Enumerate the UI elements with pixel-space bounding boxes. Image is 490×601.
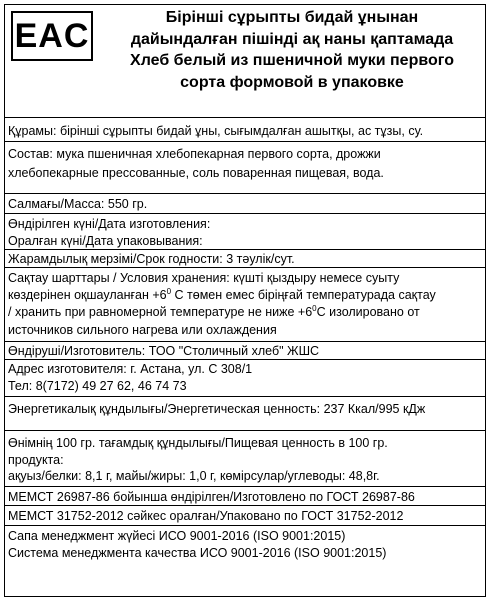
- quality-line-1: Сапа менеджмент жүйесі ИСО 9001-2016 (ISO 9001:2015): [8, 529, 346, 543]
- product-title: [101, 7, 483, 93]
- manufacturer-text: Өндіруші/Изготовитель: ТОО "Столичный хлеб" ЖШС: [8, 344, 320, 358]
- dates-row: [5, 214, 485, 250]
- nutrition-line-1: Өнімнің 100 гр. тағамдық құндылығы/Пищевая ценность в 100 гр.: [8, 436, 388, 450]
- composition-kz: Құрамы: бірінші сұрыпты бидай ұны, сығымдалған ашытқы, ас тұзы, су.: [8, 124, 424, 138]
- composition-kz-row: [5, 118, 485, 142]
- quality-row: [5, 526, 485, 566]
- nutrition-row: [5, 431, 485, 487]
- storage-line-3: / хранить при равномерной температуре не ниже $+6^0С$ изолировано от: [8, 304, 420, 320]
- nutrition-line-3: ақуыз/белки: 8,1 г, майы/жиры: 1,0 г, көмірсулар/углеводы: 48,8г.: [8, 469, 380, 484]
- packed-date-label: Оралған күні/Дата упаковывания:: [8, 233, 203, 248]
- eac-mark: EAC: [11, 11, 93, 61]
- gost-made-text: МЕМСТ 26987-86 бойынша өндірілген/Изготовлено по ГОСТ 26987-86: [8, 490, 415, 504]
- title-ru-line-1: Хлеб белый из пшеничной муки первого: [130, 52, 454, 69]
- gost-packed-row: [5, 506, 485, 526]
- composition-ru-line-1: Состав: мука пшеничная хлебопекарная первого сорта, дрожжи: [8, 147, 381, 161]
- product-label: [4, 4, 486, 597]
- composition-ru-line-2: хлебопекарные прессованные, соль поваренная пищевая, вода.: [8, 165, 384, 180]
- label-header: [5, 5, 485, 118]
- manufactured-date-label: Өндірілген күні/Дата изготовления:: [8, 217, 211, 231]
- address-text: Адрес изготовителя: г. Астана, ул. С 308/1: [8, 362, 253, 376]
- title-ru-line-2: сорта формовой в упаковке: [180, 73, 404, 91]
- label-rows: [5, 118, 485, 566]
- energy-row: [5, 397, 485, 431]
- energy-text: Энергетикалық құндылығы/Энергетическая ценность: 237 Ккал/995 кДж: [8, 402, 426, 416]
- mass-row: [5, 194, 485, 214]
- gost-made-row: [5, 487, 485, 506]
- mass-text: Салмағы/Масса: 550 гр.: [8, 197, 148, 211]
- storage-line-1: Сақтау шарттары / Условия хранения: күшті қыздыру немесе суыту: [8, 271, 400, 285]
- shelf-life-row: [5, 250, 485, 268]
- storage-line-2: көздерінен оқшауланған $+6^0$ С төмен емес біріңғай температурада сақтау: [8, 287, 436, 303]
- gost-packed-text: МЕМСТ 31752-2012 сәйкес оралған/Упаковано по ГОСТ 31752-2012: [8, 509, 404, 523]
- storage-row: [5, 268, 485, 342]
- title-kz-line-1: Бірінші сұрыпты бидай ұнынан: [165, 9, 419, 26]
- address-row: [5, 360, 485, 397]
- nutrition-line-2: продукта:: [8, 452, 64, 467]
- quality-line-2: Система менеджмента качества ИСО 9001-2016 (ISO 9001:2015): [8, 545, 387, 560]
- storage-line-4: источников сильного нагрева или охлаждения: [8, 322, 277, 337]
- title-kz-line-2: дайындалған пішінді ақ наны қаптамада: [130, 30, 454, 48]
- phone-text: Тел: 8(7172) 49 27 62, 46 74 73: [8, 378, 187, 393]
- shelf-life-text: Жарамдылық мерзімі/Срок годности: 3 тәулік/сут.: [8, 252, 295, 266]
- composition-ru-row: [5, 142, 485, 194]
- manufacturer-row: [5, 342, 485, 360]
